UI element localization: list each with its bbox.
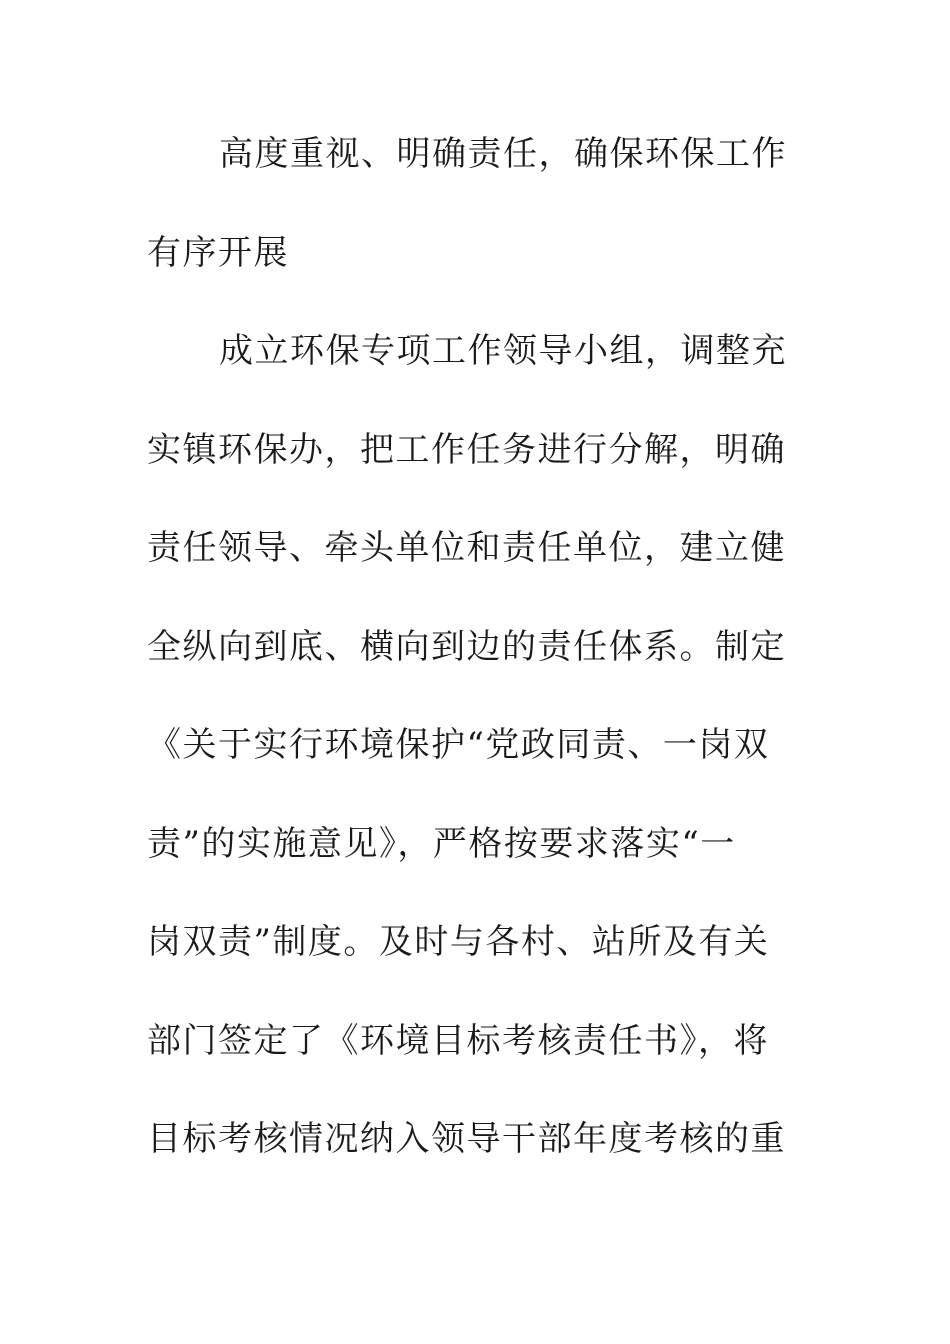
paragraph-line: 全纵向到底、横向到边的责任体系。制定 bbox=[147, 626, 786, 667]
paragraph-line: 岗双责”制度。及时与各村、站所及有关 bbox=[147, 922, 770, 962]
paragraph-line: 成立环保专项工作领导小组，调整充 bbox=[219, 331, 787, 371]
heading-line: 有序开展 bbox=[147, 232, 289, 273]
heading-line: 高度重视、明确责任，确保环保工作 bbox=[219, 134, 787, 174]
document-body bbox=[147, 122, 807, 1206]
paragraph-line: 实镇环保办，把工作任务进行分解，明确 bbox=[147, 429, 786, 470]
paragraph-line: 责”的实施意见》，严格按要求落实“一 bbox=[147, 823, 736, 864]
paragraph-line: 责任领导、牵头单位和责任单位，建立健 bbox=[147, 528, 786, 568]
paragraph-line: 《关于实行环境保护“党政同责、一岗双 bbox=[147, 725, 770, 765]
paragraph-line: 目标考核情况纳入领导干部年度考核的重 bbox=[147, 1119, 786, 1159]
paragraph-line: 部门签定了《环境目标考核责任书》，将 bbox=[147, 1020, 769, 1061]
